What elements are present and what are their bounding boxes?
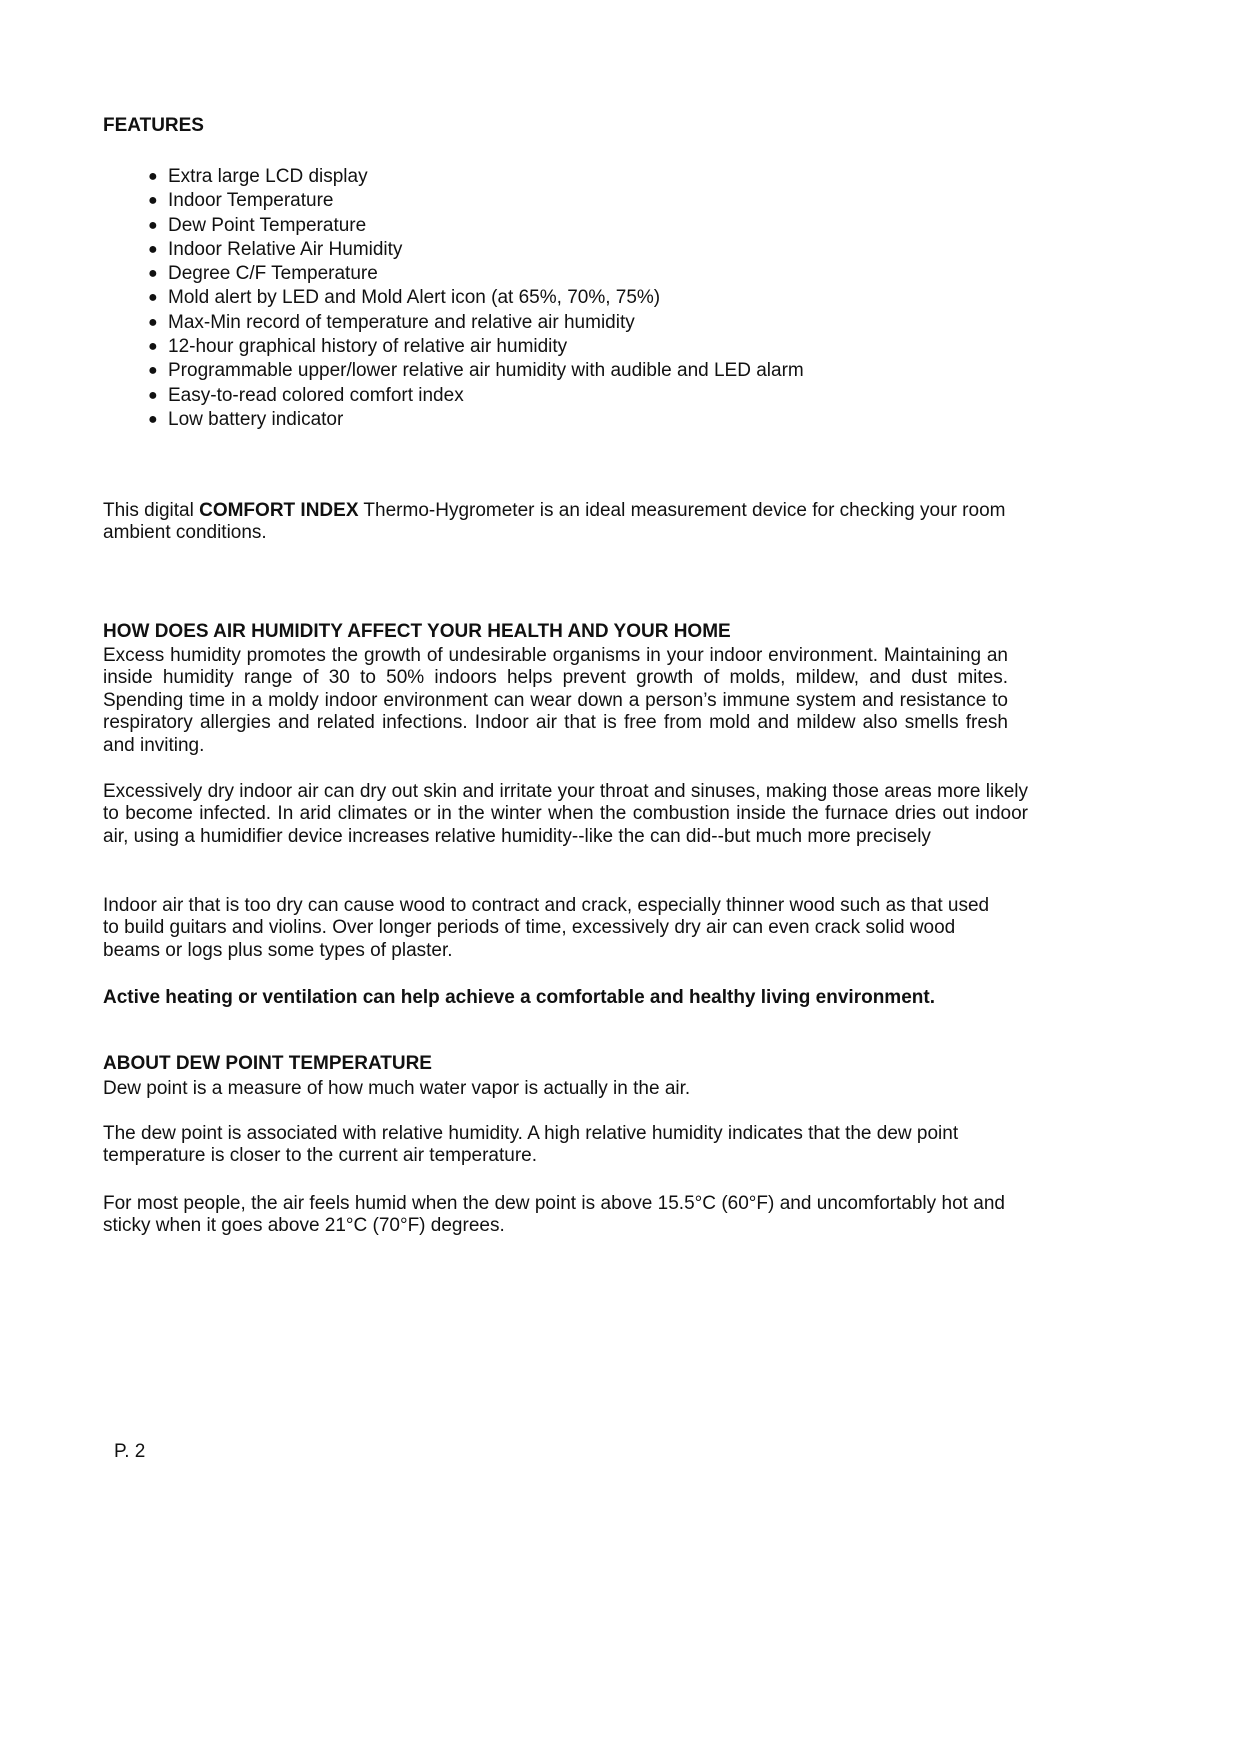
humidity-heading: HOW DOES AIR HUMIDITY AFFECT YOUR HEALTH AND YOUR HOME <box>103 621 731 642</box>
humidity-paragraph-3: Indoor air that is too dry can cause wood to contract and crack, especially thinner wood such as that used to build guitars and violins. Over longer periods of time, excessively dry air can even crack solid wood beams or logs plus some types of plaster. <box>103 895 990 961</box>
list-item: ● Low battery indicator <box>148 408 804 432</box>
bullet-icon: ● <box>148 289 158 307</box>
list-item: ● Programmable upper/lower relative air humidity with audible and LED alarm <box>148 359 804 383</box>
bullet-icon: ● <box>148 386 158 404</box>
humidity-bold-note: Active heating or ventilation can help achieve a comfortable and healthy living environment. <box>103 987 935 1008</box>
list-item: ● Extra large LCD display <box>148 165 804 189</box>
list-item: ● 12-hour graphical history of relative air humidity <box>148 335 804 359</box>
bullet-icon: ● <box>148 265 158 283</box>
product-name: COMFORT INDEX <box>199 500 359 521</box>
list-item: ● Indoor Temperature <box>148 189 804 213</box>
list-item: ● Indoor Relative Air Humidity <box>148 238 804 262</box>
dew-point-heading: ABOUT DEW POINT TEMPERATURE <box>103 1053 432 1074</box>
bullet-icon: ● <box>148 313 158 331</box>
bullet-icon: ● <box>148 192 158 210</box>
humidity-paragraph-1: Excess humidity promotes the growth of undesirable organisms in your indoor environment. Maintaining an inside humidity range of 30 to 50% indoors helps prevent growth of molds, mildew, and dust mites. Spending time in a moldy indoor environment can wear down a person’s immune system and resistance to respiratory allergies and related infections. Indoor air that is free from mold and mildew also smells fresh and inviting. <box>103 645 1008 756</box>
bullet-icon: ● <box>148 240 158 258</box>
features-heading: FEATURES <box>103 115 204 136</box>
intro-paragraph: This digital COMFORT INDEX Thermo-Hygrometer is an ideal measurement device for checking your room ambient conditions. <box>103 500 1006 544</box>
list-item: ● Easy-to-read colored comfort index <box>148 384 804 408</box>
bullet-icon: ● <box>148 410 158 428</box>
dew-paragraph-3: For most people, the air feels humid when the dew point is above 15.5°C (60°F) and uncomfortably hot and sticky when it goes above 21°C (70°F) degrees. <box>103 1193 1005 1237</box>
bullet-icon: ● <box>148 362 158 380</box>
page-number: P. 2 <box>114 1441 146 1462</box>
bullet-icon: ● <box>148 216 158 234</box>
list-item: ● Mold alert by LED and Mold Alert icon (at 65%, 70%, 75%) <box>148 286 804 310</box>
features-list <box>148 165 804 432</box>
bullet-icon: ● <box>148 338 158 356</box>
list-item: ● Max-Min record of temperature and relative air humidity <box>148 311 804 335</box>
dew-paragraph-1: Dew point is a measure of how much water vapor is actually in the air. <box>103 1078 691 1099</box>
humidity-paragraph-2: Excessively dry indoor air can dry out skin and irritate your throat and sinuses, making those areas more likely to become infected. In arid climates or in the winter when the combustion inside the furnace dries out indoor air, using a humidifier device increases relative humidity--like the can did--but much more precisely <box>103 781 1028 847</box>
list-item: ● Degree C/F Temperature <box>148 262 804 286</box>
bullet-icon: ● <box>148 168 158 185</box>
dew-paragraph-2: The dew point is associated with relative humidity. A high relative humidity indicates that the dew point temperature is closer to the current air temperature. <box>103 1123 959 1167</box>
list-item: ● Dew Point Temperature <box>148 214 804 238</box>
